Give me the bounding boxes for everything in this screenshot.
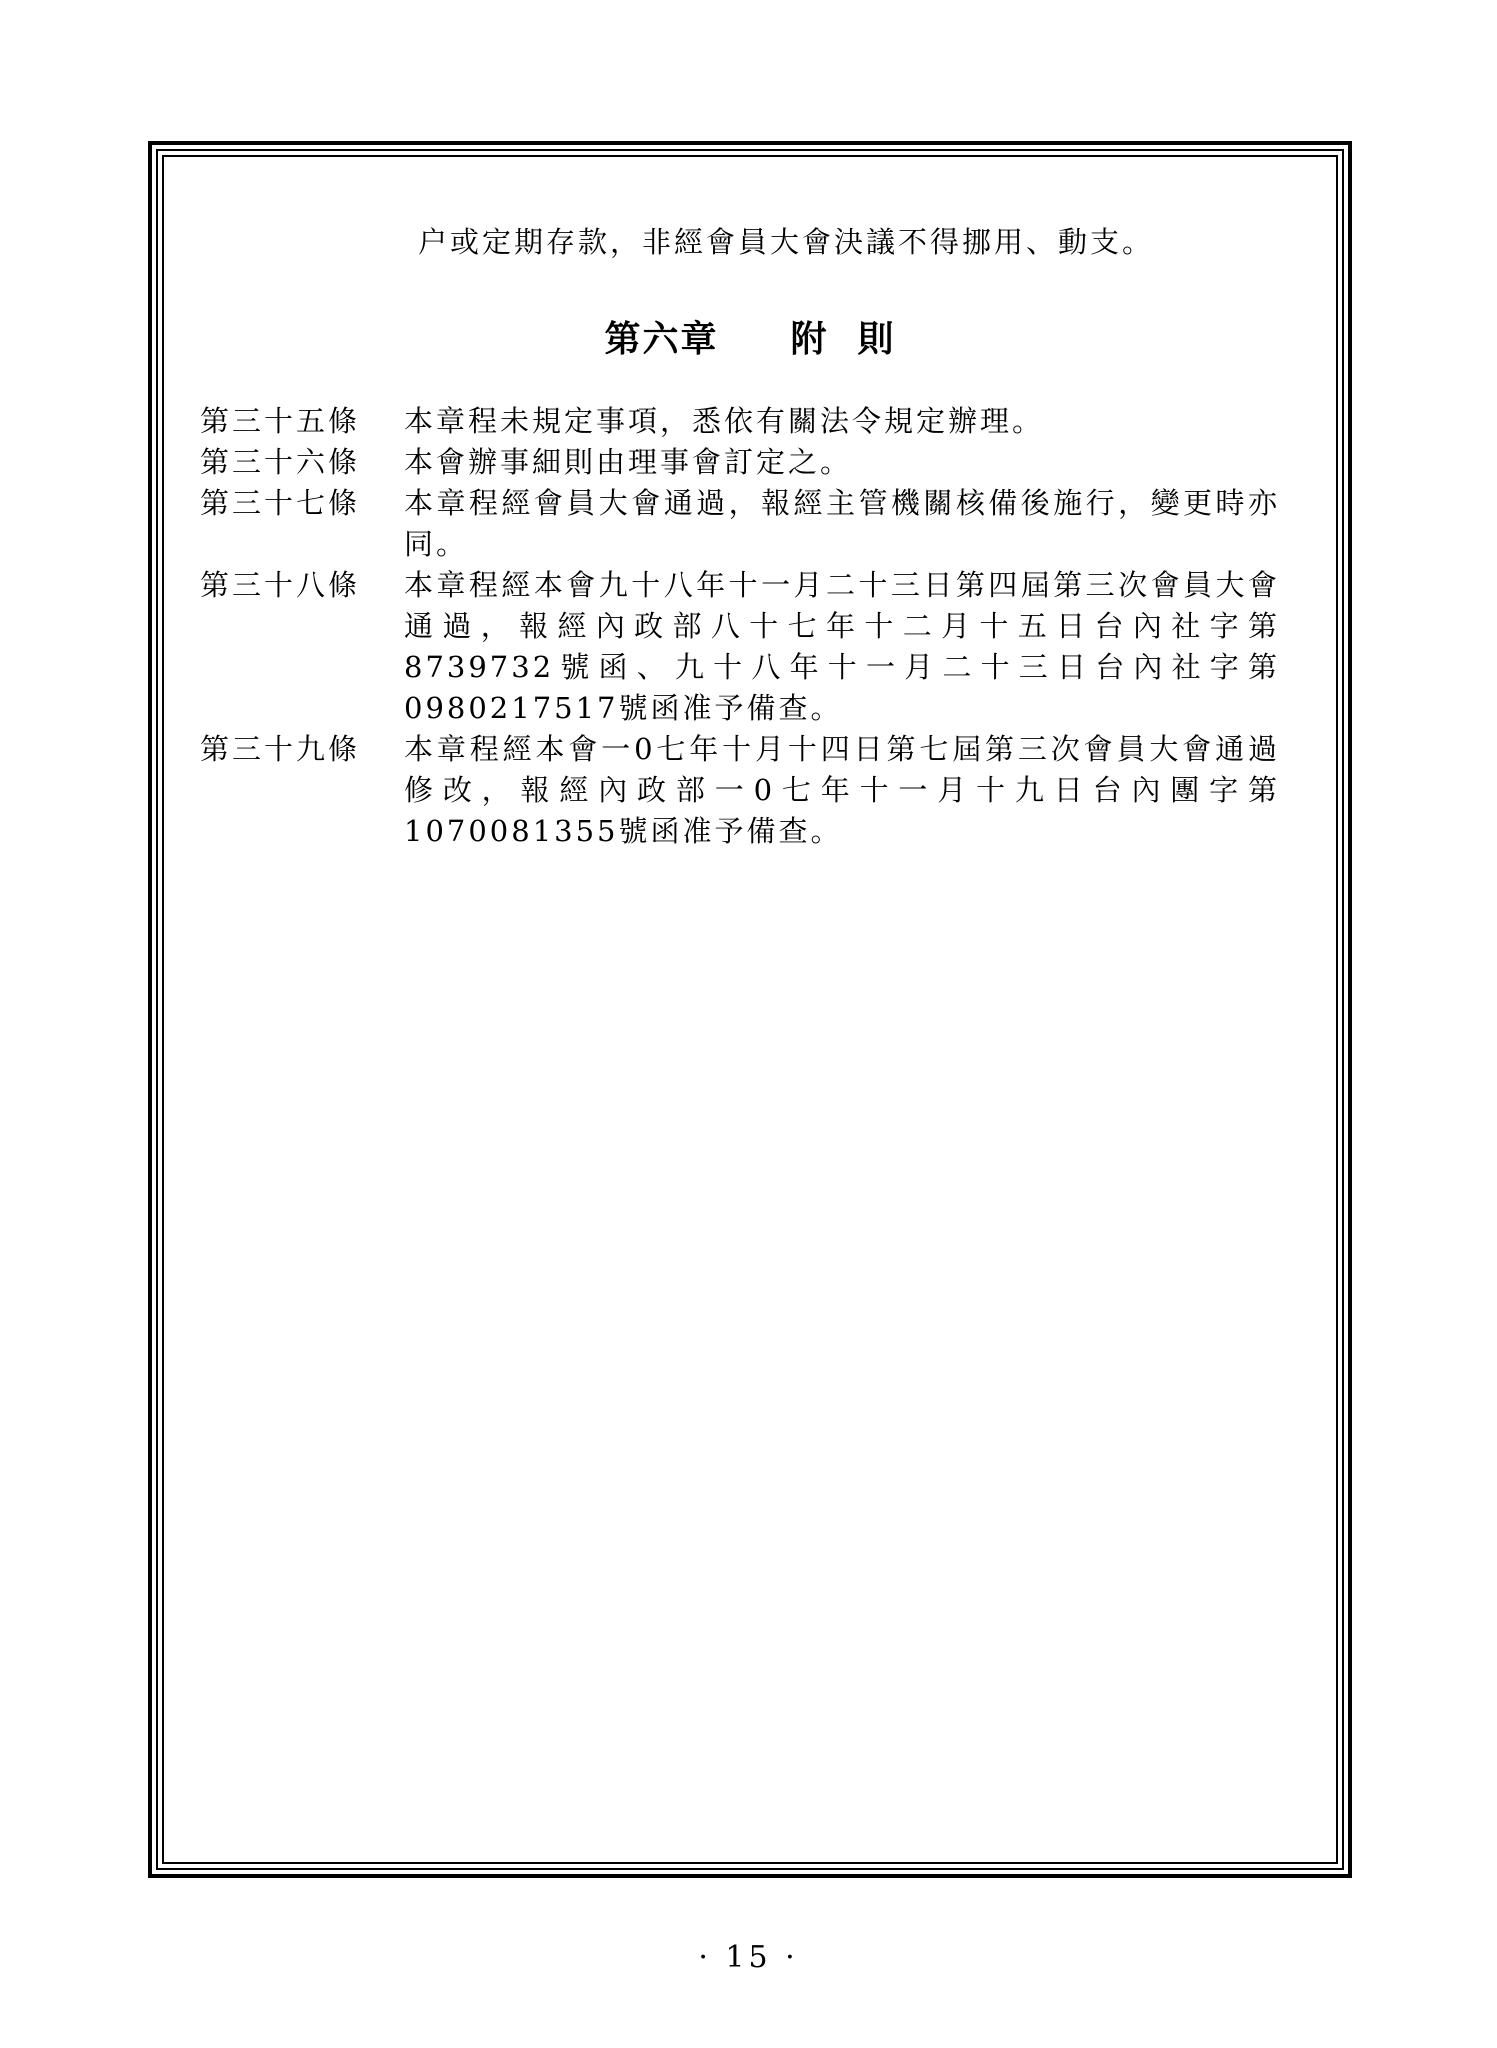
chapter-number: 第六章 <box>604 319 719 360</box>
chapter-heading <box>200 315 1300 365</box>
article-number: 第三十六條 <box>200 445 361 479</box>
article-text: 本章程經本會一0七年十月十四日第七屆第三次會員大會通過修改，報經內政部一0七年十一月十九日台內團字第1070081355號函准予備查。 <box>404 732 1280 848</box>
article-text: 本會辦事細則由理事會訂定之。 <box>404 445 853 479</box>
article-text: 本章程經本會九十八年十一月二十三日第四屆第三次會員大會通過，報經內政部八十七年十二月十五日台內社字第8739732號函、九十八年十一月二十三日台內社字第0980217517號函准予備查。 <box>404 568 1280 725</box>
document-body <box>200 215 1300 852</box>
article-35 <box>200 401 1300 442</box>
page-number: · 15 · <box>698 1940 799 1975</box>
continuation-text: 户或定期存款，非經會員大會決議不得挪用、動支。 <box>418 225 1155 259</box>
chapter-title: 附 則 <box>790 319 896 360</box>
article-39 <box>200 729 1300 852</box>
article-text: 本章程經會員大會通過，報經主管機關核備後施行，變更時亦同。 <box>404 486 1280 561</box>
article-number: 第三十五條 <box>200 404 361 438</box>
article-number: 第三十八條 <box>200 568 361 602</box>
article-number: 第三十九條 <box>200 732 361 766</box>
article-36 <box>200 442 1300 483</box>
article-number: 第三十七條 <box>200 486 361 520</box>
article-text: 本章程未規定事項，悉依有關法令規定辦理。 <box>404 404 1045 438</box>
article-38 <box>200 565 1300 729</box>
article-37 <box>200 483 1300 565</box>
